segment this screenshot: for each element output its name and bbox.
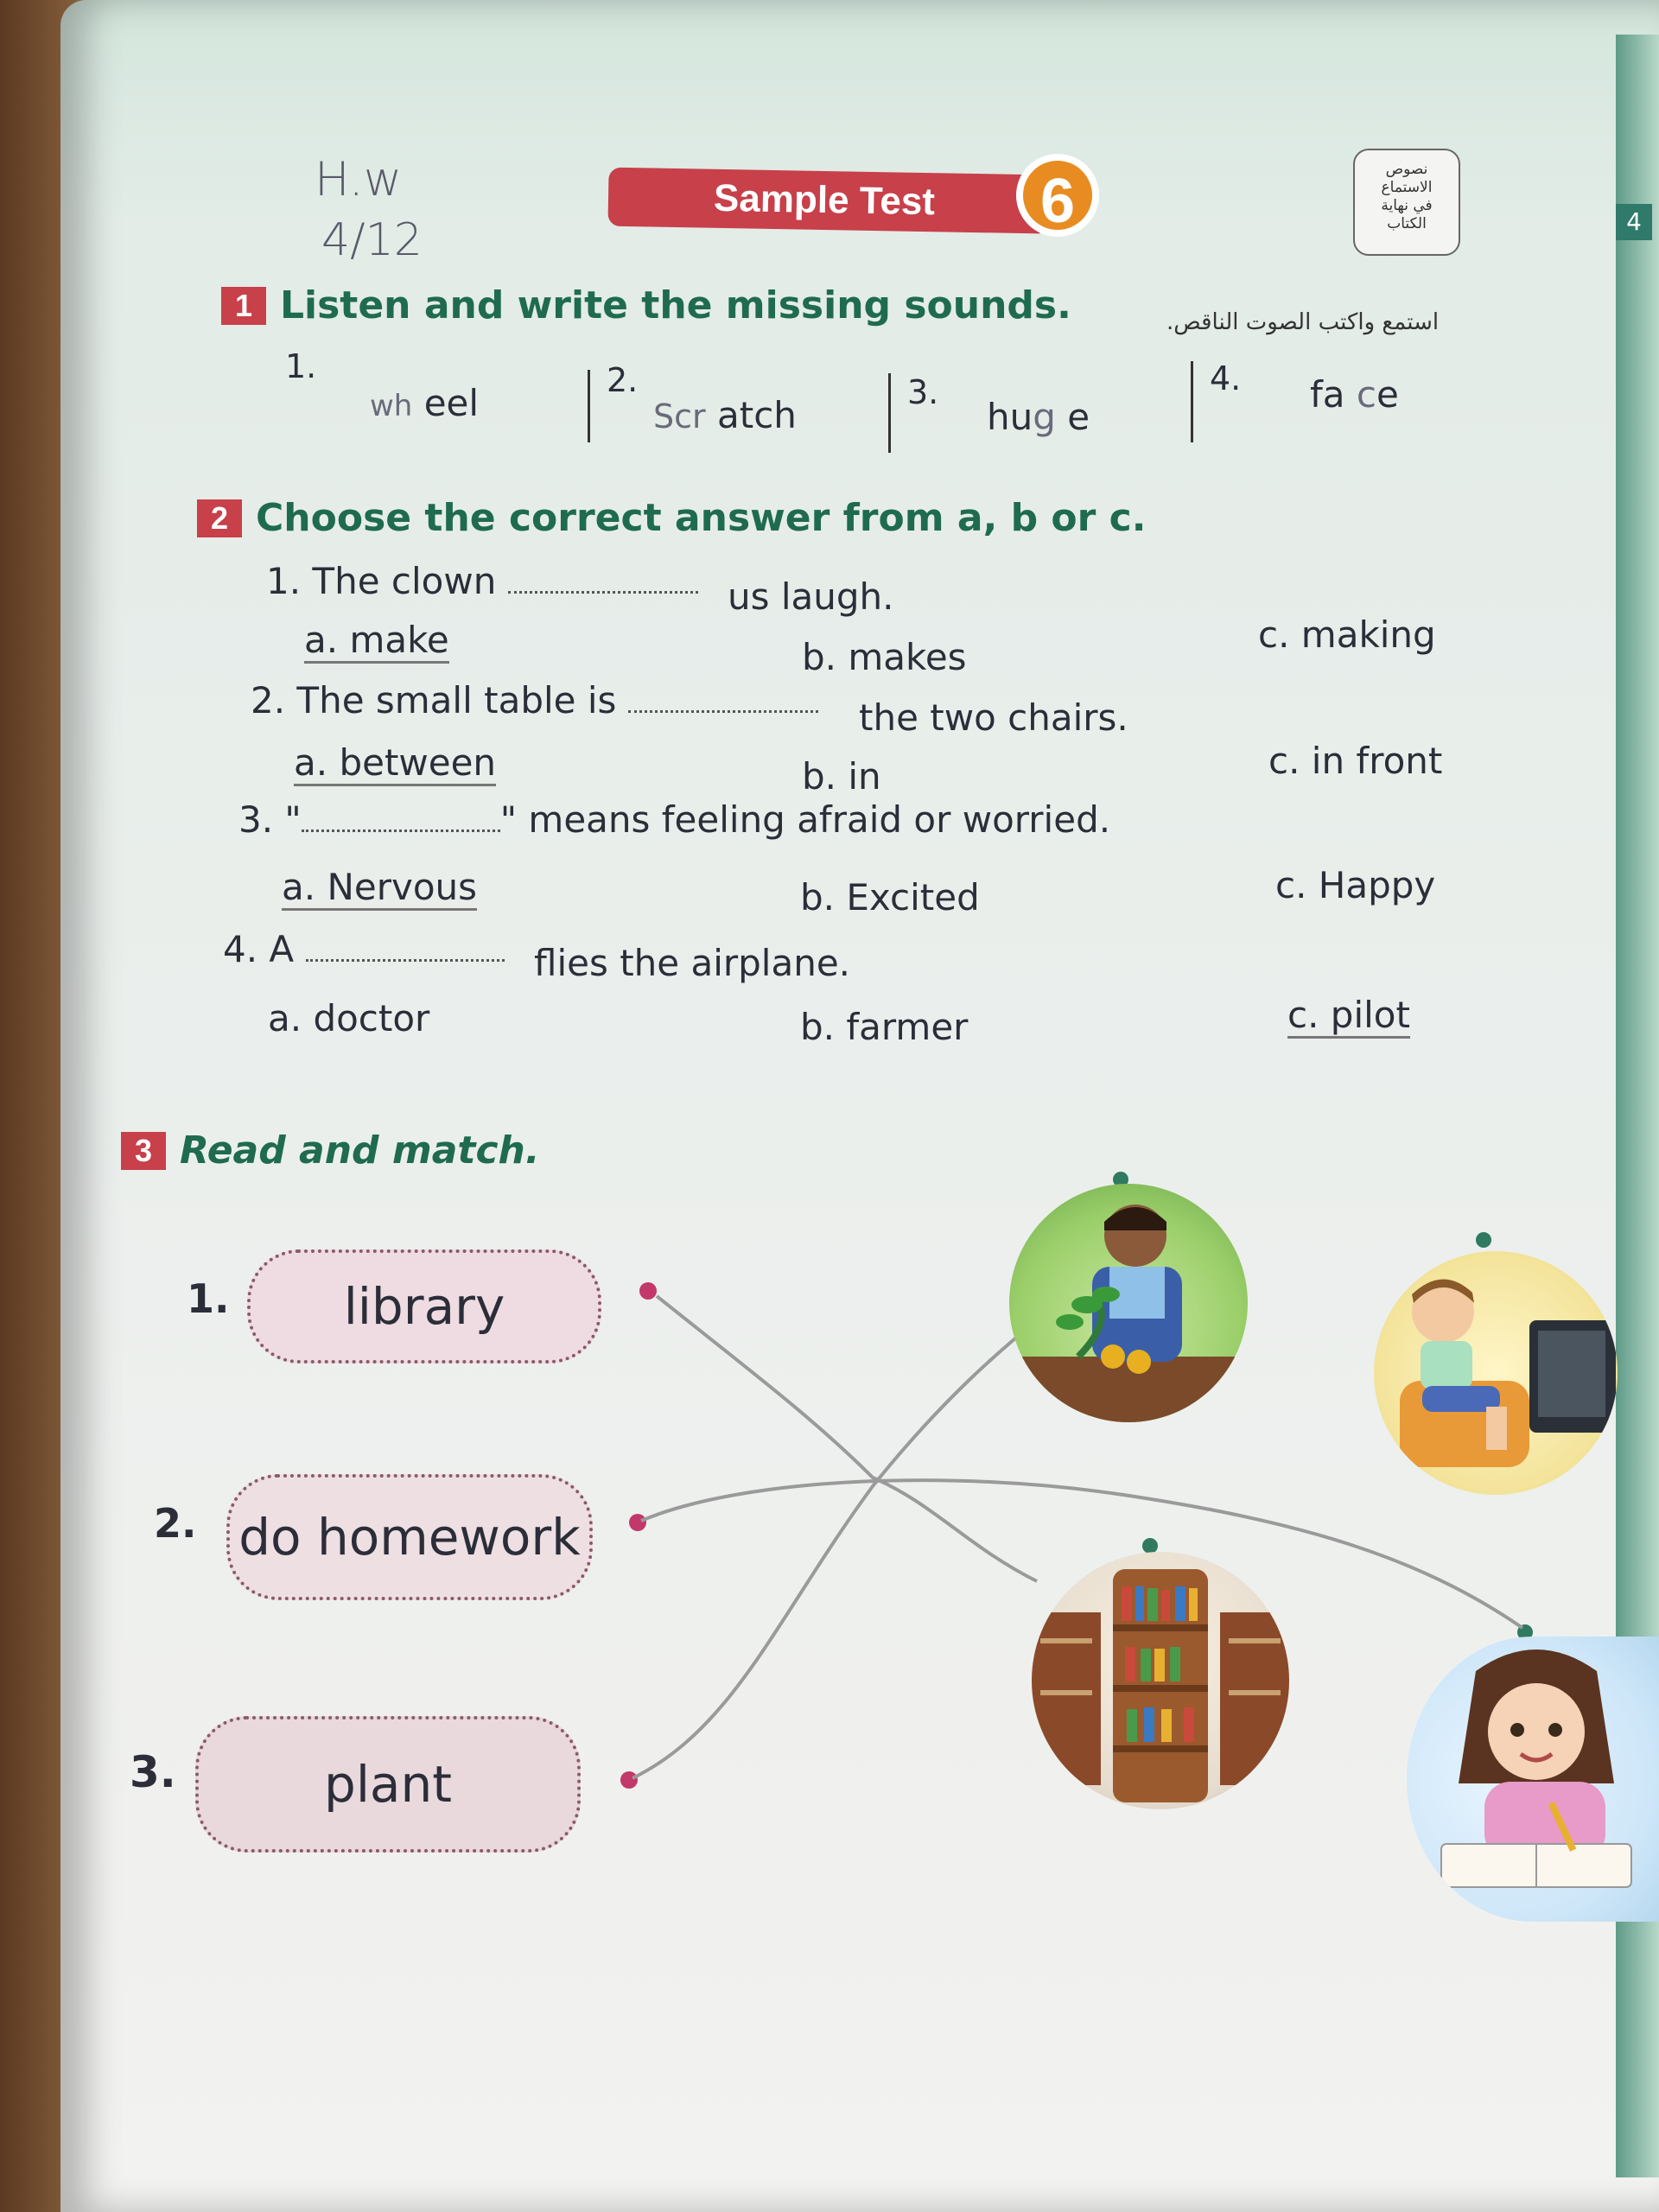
page-title: Sample Test bbox=[607, 168, 1040, 234]
handwritten-hw: H.w bbox=[315, 152, 402, 207]
q4-option-c: c. pilot bbox=[1287, 994, 1410, 1039]
section1-number: 1 bbox=[221, 287, 266, 325]
q4-option-a: a. doctor bbox=[268, 997, 430, 1039]
section3-number: 3 bbox=[121, 1132, 166, 1170]
word-stem: e bbox=[1376, 373, 1399, 416]
s1-item3-number: 3. bbox=[907, 373, 939, 411]
word-stem: hu bbox=[987, 396, 1033, 438]
test-number-badge: 6 bbox=[1016, 154, 1099, 237]
q3-after: " means feeling afraid or worried. bbox=[499, 798, 1111, 841]
s1-item4-number: 4. bbox=[1210, 359, 1242, 397]
section1-arabic-instruction: استمع واكتب الصوت الناقص. bbox=[1166, 309, 1440, 335]
badge-line: نصوص bbox=[1385, 161, 1428, 178]
q2-option-c: c. in front bbox=[1268, 740, 1443, 782]
handwritten-answer: c bbox=[1356, 373, 1376, 416]
s1-item2-number: 2. bbox=[607, 361, 639, 399]
match-item3-number: 3. bbox=[130, 1747, 176, 1797]
boy-watching-tv-picture bbox=[1374, 1251, 1618, 1495]
word-stem: eel bbox=[423, 382, 480, 424]
q1-after: us laugh. bbox=[728, 575, 894, 618]
girl-doing-homework-picture bbox=[1407, 1637, 1659, 1922]
gardener-illustration bbox=[1009, 1184, 1248, 1422]
boy-tv-illustration bbox=[1374, 1251, 1618, 1495]
q2-option-b: b. in bbox=[802, 755, 881, 798]
match-item2-number: 2. bbox=[154, 1500, 197, 1547]
page-number: 4 bbox=[1616, 204, 1652, 240]
q4-option-b: b. farmer bbox=[800, 1006, 969, 1048]
word-stem: atch bbox=[717, 394, 797, 436]
q3-option-b: b. Excited bbox=[800, 876, 980, 918]
q4-before: 4. A bbox=[223, 928, 295, 970]
q2-after: the two chairs. bbox=[859, 696, 1128, 739]
match-word-label: do homework bbox=[238, 1508, 581, 1567]
section2-title: Choose the correct answer from a, b or c. bbox=[256, 496, 1147, 540]
badge-line: الكتاب bbox=[1387, 215, 1427, 232]
section1-title: Listen and write the missing sounds. bbox=[280, 283, 1071, 327]
q1-option-b: b. makes bbox=[802, 636, 967, 678]
section3-title: Read and match. bbox=[180, 1128, 540, 1173]
q1-option-c: c. making bbox=[1258, 613, 1436, 656]
match-item1-number: 1. bbox=[187, 1275, 230, 1322]
handwritten-date: 4/12 bbox=[321, 214, 423, 266]
gardener-planting-picture bbox=[1009, 1184, 1248, 1422]
girl-homework-illustration bbox=[1407, 1637, 1659, 1922]
q1-option-a: a. make bbox=[304, 619, 449, 664]
word-stem: e bbox=[1067, 396, 1090, 438]
q4-after: flies the airplane. bbox=[534, 942, 851, 984]
handwritten-answer: g bbox=[1033, 396, 1056, 438]
handwritten-answer: wh bbox=[370, 389, 413, 423]
s1-item1-number: 1. bbox=[285, 347, 317, 385]
q1-before: 1. The clown bbox=[266, 560, 497, 602]
match-word-label: library bbox=[343, 1277, 505, 1336]
badge-line: الاستماع bbox=[1381, 179, 1433, 196]
word-stem: fa bbox=[1310, 373, 1345, 416]
q2-option-a: a. between bbox=[294, 741, 496, 786]
section2-number: 2 bbox=[197, 499, 242, 537]
library-bookshelves-picture bbox=[1032, 1552, 1289, 1809]
handwritten-answer: Scr bbox=[653, 397, 706, 435]
library-illustration bbox=[1032, 1552, 1289, 1809]
q3-option-a: a. Nervous bbox=[282, 866, 477, 911]
q3-option-c: c. Happy bbox=[1275, 864, 1436, 906]
match-word-label: plant bbox=[324, 1755, 452, 1814]
q2-before: 2. The small table is bbox=[251, 679, 617, 721]
badge-line: في نهاية bbox=[1381, 197, 1433, 214]
q3-before: 3. " bbox=[238, 798, 302, 841]
